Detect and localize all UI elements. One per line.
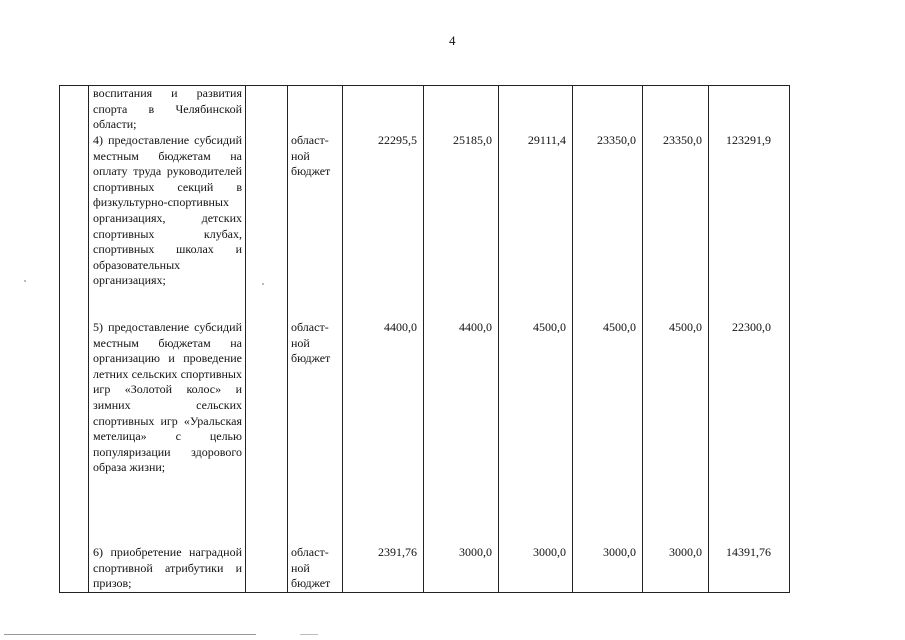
value-col-total [709,86,790,593]
row5-value-3: 4500,0 [533,320,566,334]
row5-value-total: 22300,0 [732,320,771,334]
footer-rule-fragment [300,634,318,635]
number-cell [60,86,89,593]
row-source-6: област-ной бюджет [291,545,331,591]
value-col-2 [424,86,499,593]
row4-value-3: 29111,4 [527,133,566,147]
footer-rule [4,634,256,635]
scan-artifact [262,283,264,285]
intro-text: воспитания и развития спорта в Челябинской области; [93,86,242,132]
row6-value-2: 3000,0 [459,545,492,559]
value-col-1 [343,86,424,593]
row4-value-4: 23350,0 [597,133,636,147]
row6-value-3: 3000,0 [533,545,566,559]
row4-value-1: 22295,5 [378,133,417,147]
empty-cell [246,86,288,593]
budget-table [59,85,790,593]
row5-value-2: 4400,0 [459,320,492,334]
row5-value-5: 4500,0 [669,320,702,334]
row6-value-total: 14391,76 [726,545,771,559]
row4-value-5: 23350,0 [663,133,702,147]
row-source-4: област-ной бюджет [291,133,331,179]
row6-value-1: 2391,76 [378,545,417,559]
row-description-5: 5) предоставление субсидий местным бюджетам на организацию и проведение летних сельских спортивных игр «Золотой колос» и зимних сельских спортивных игр «Уральская метелица» с целью популяризации здорового образа жизни; [93,320,242,475]
row-source-5: област-ной бюджет [291,320,331,366]
row6-value-5: 3000,0 [669,545,702,559]
row4-value-2: 25185,0 [453,133,492,147]
row6-value-4: 3000,0 [603,545,636,559]
row-description-4: 4) предоставление субсидий местным бюджетам на оплату труда руководителей спортивных секций в физкультурно-спортивных организациях, детских спортивных клубах, спортивных школах и образовательных организациях; [93,133,242,288]
page-number: 4 [449,33,456,48]
value-col-4 [573,86,643,593]
row5-value-4: 4500,0 [603,320,636,334]
row-description-6: 6) приобретение наградной спортивной атрибутики и призов; [93,545,242,591]
scan-artifact [24,280,26,282]
value-col-3 [499,86,573,593]
value-col-5 [643,86,709,593]
row4-value-total: 123291,9 [726,133,771,147]
source-cell [288,86,343,593]
table-row [60,86,790,593]
row5-value-1: 4400,0 [384,320,417,334]
description-cell [89,86,246,593]
